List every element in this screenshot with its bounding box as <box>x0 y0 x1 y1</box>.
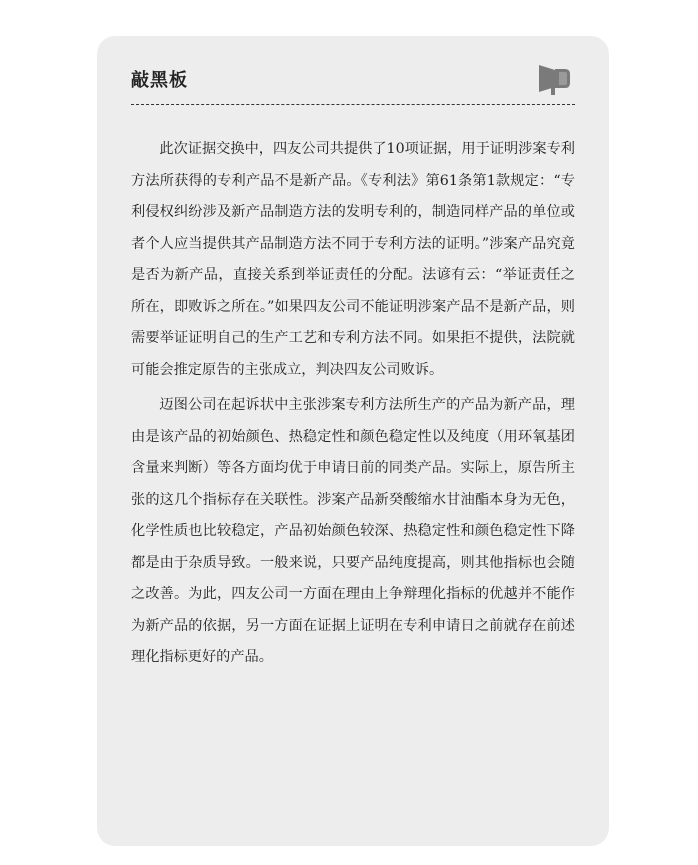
article-body <box>131 134 575 674</box>
paragraph: 迈图公司在起诉状中主张涉案专利方法所生产的产品为新产品，理由是该产品的初始颜色、热稳定性和颜色稳定性以及纯度（用环氧基团含量来判断）等各方面均优于申请日前的同类产品。实际上，原告所主张的这几个指标存在关联性。涉案产品新癸酸缩水甘油酯本身为无色，化学性质也比较稳定，产品初始颜色较深、热稳定性和颜色稳定性下降都是由于杂质导致。一般来说，只要产品纯度提高，则其他指标也会随之改善。为此，四友公司一方面在理由上争辩理化指标的优越并不能作为新产品的依据，另一方面在证据上证明在专利申请日之前就存在前述理化指标更好的产品。 <box>131 397 575 665</box>
section-header <box>131 60 575 100</box>
content-card <box>97 36 609 846</box>
section-title: 敲黑板 <box>131 70 188 91</box>
megaphone-icon <box>535 60 575 96</box>
header-divider <box>131 104 575 105</box>
paragraph: 此次证据交换中，四友公司共提供了10项证据，用于证明涉案专利方法所获得的专利产品不是新产品。《专利法》第61条第1款规定：“专利侵权纠纷涉及新产品制造方法的发明专利的，制造同样产品的单位或者个人应当提供其产品制造方法不同于专利方法的证明。”涉案产品究竟是否为新产品，直接关系到举证责任的分配。法谚有云：“举证责任之所在，即败诉之所在。”如果四友公司不能证明涉案产品不是新产品，则需要举证证明自己的生产工艺和专利方法不同。如果拒不提供，法院就可能会推定原告的主张成立，判决四友公司败诉。 <box>131 141 575 378</box>
